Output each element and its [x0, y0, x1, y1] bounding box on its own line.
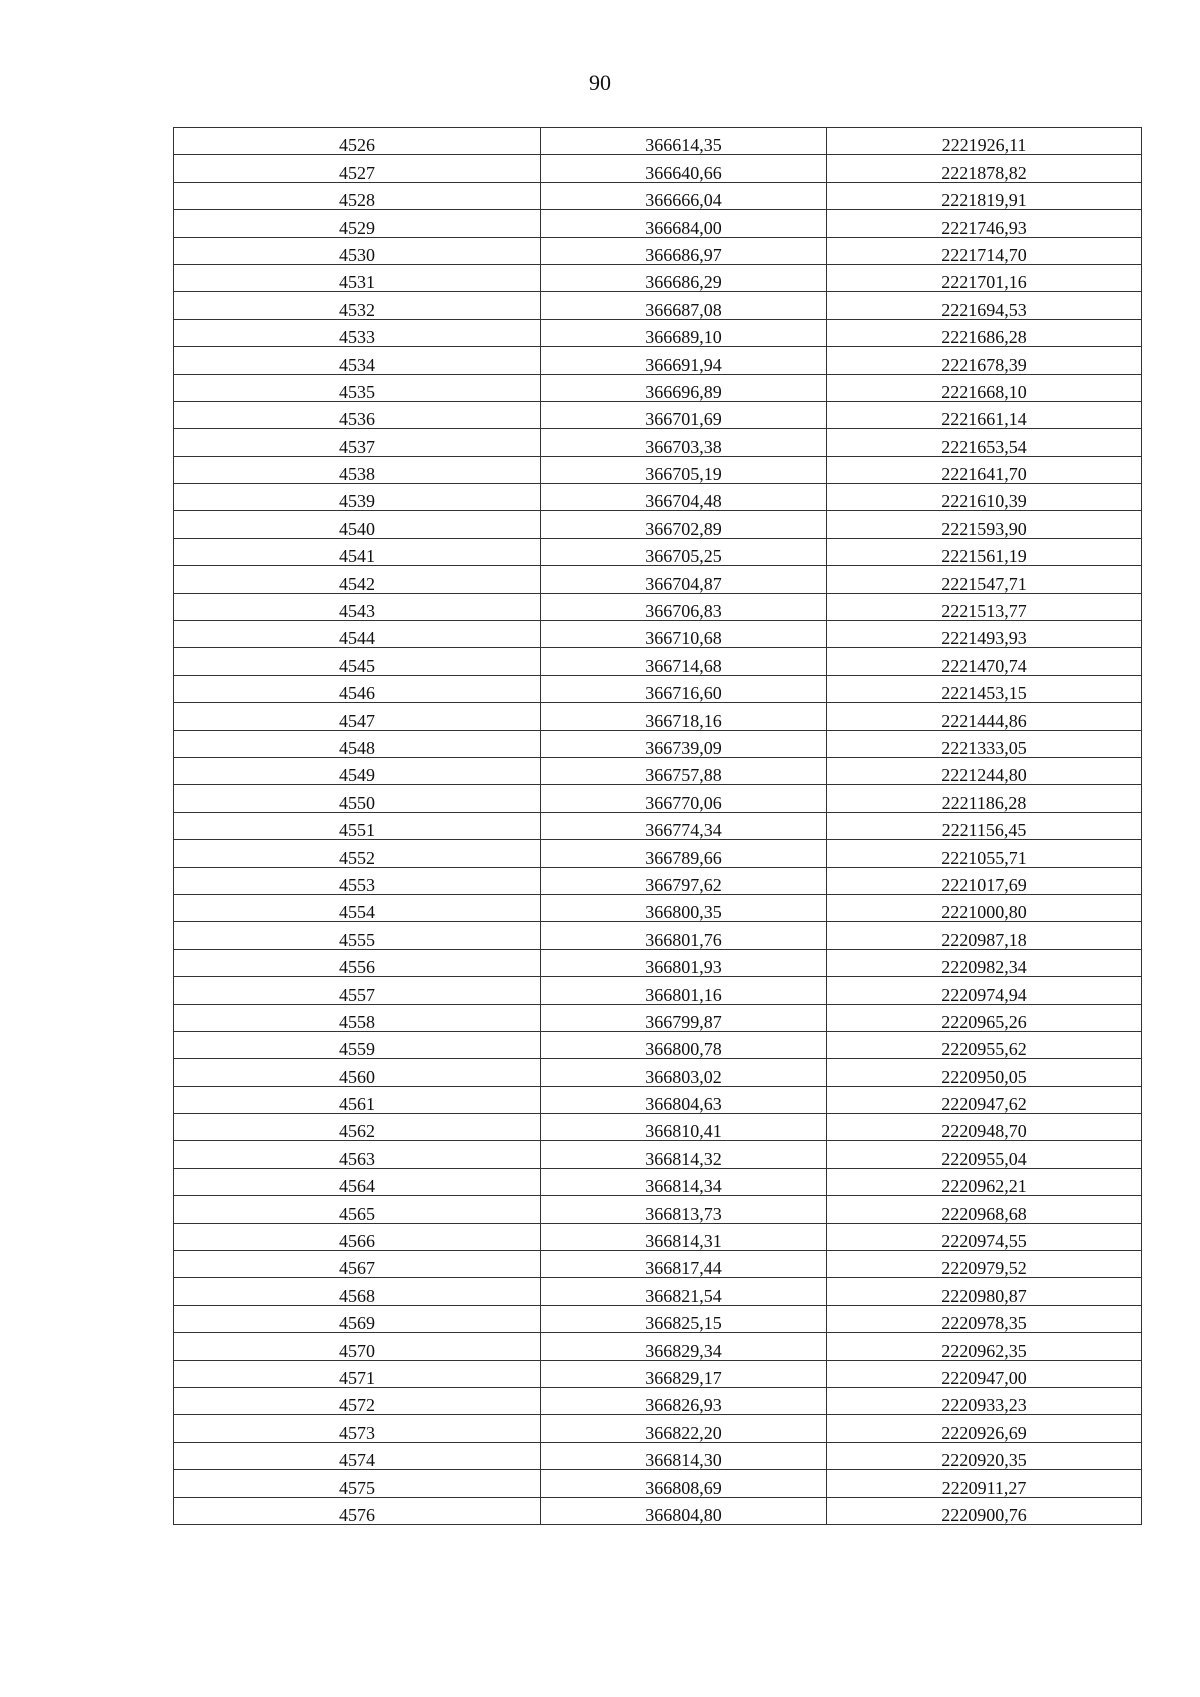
- point-number-cell: 4546: [174, 675, 541, 702]
- y-coordinate-cell: 2221661,14: [827, 401, 1142, 428]
- table-row: [174, 1223, 1142, 1250]
- y-coordinate-cell: 2221547,71: [827, 566, 1142, 593]
- x-coordinate-cell: 366705,19: [541, 456, 827, 483]
- point-number-cell: 4545: [174, 648, 541, 675]
- x-coordinate-cell: 366666,04: [541, 182, 827, 209]
- x-coordinate-cell: 366710,68: [541, 621, 827, 648]
- table-row: [174, 812, 1142, 839]
- y-coordinate-cell: 2220987,18: [827, 922, 1142, 949]
- y-coordinate-cell: 2221819,91: [827, 182, 1142, 209]
- point-number-cell: 4566: [174, 1223, 541, 1250]
- table-row: [174, 1333, 1142, 1360]
- table-row: [174, 1442, 1142, 1469]
- y-coordinate-cell: 2220900,76: [827, 1497, 1142, 1524]
- y-coordinate-cell: 2220948,70: [827, 1114, 1142, 1141]
- table-row: [174, 730, 1142, 757]
- y-coordinate-cell: 2220950,05: [827, 1059, 1142, 1086]
- point-number-cell: 4536: [174, 401, 541, 428]
- x-coordinate-cell: 366804,63: [541, 1086, 827, 1113]
- table-row: [174, 1305, 1142, 1332]
- y-coordinate-cell: 2221653,54: [827, 429, 1142, 456]
- point-number-cell: 4538: [174, 456, 541, 483]
- table-row: [174, 1360, 1142, 1387]
- table-row: [174, 593, 1142, 620]
- y-coordinate-cell: 2221701,16: [827, 264, 1142, 291]
- y-coordinate-cell: 2220968,68: [827, 1196, 1142, 1223]
- table-row: [174, 1086, 1142, 1113]
- x-coordinate-cell: 366814,30: [541, 1442, 827, 1469]
- table-row: [174, 703, 1142, 730]
- y-coordinate-cell: 2221694,53: [827, 292, 1142, 319]
- table-row: [174, 977, 1142, 1004]
- point-number-cell: 4526: [174, 128, 541, 155]
- point-number-cell: 4561: [174, 1086, 541, 1113]
- table-row: [174, 1387, 1142, 1414]
- y-coordinate-cell: 2221668,10: [827, 374, 1142, 401]
- y-coordinate-cell: 2221926,11: [827, 128, 1142, 155]
- table-row: [174, 182, 1142, 209]
- y-coordinate-cell: 2220947,00: [827, 1360, 1142, 1387]
- x-coordinate-cell: 366689,10: [541, 319, 827, 346]
- table-row: [174, 1497, 1142, 1524]
- x-coordinate-cell: 366801,76: [541, 922, 827, 949]
- point-number-cell: 4562: [174, 1114, 541, 1141]
- table-row: [174, 1196, 1142, 1223]
- x-coordinate-cell: 366825,15: [541, 1305, 827, 1332]
- table-row: [174, 292, 1142, 319]
- y-coordinate-cell: 2220955,62: [827, 1031, 1142, 1058]
- x-coordinate-cell: 366684,00: [541, 210, 827, 237]
- point-number-cell: 4540: [174, 511, 541, 538]
- point-number-cell: 4529: [174, 210, 541, 237]
- y-coordinate-cell: 2221186,28: [827, 785, 1142, 812]
- x-coordinate-cell: 366821,54: [541, 1278, 827, 1305]
- table-row: [174, 319, 1142, 346]
- point-number-cell: 4555: [174, 922, 541, 949]
- x-coordinate-cell: 366804,80: [541, 1497, 827, 1524]
- x-coordinate-cell: 366799,87: [541, 1004, 827, 1031]
- x-coordinate-cell: 366774,34: [541, 812, 827, 839]
- x-coordinate-cell: 366704,87: [541, 566, 827, 593]
- y-coordinate-cell: 2221000,80: [827, 894, 1142, 921]
- point-number-cell: 4544: [174, 621, 541, 648]
- y-coordinate-cell: 2221333,05: [827, 730, 1142, 757]
- page-number: 90: [589, 70, 611, 95]
- point-number-cell: 4551: [174, 812, 541, 839]
- y-coordinate-cell: 2221444,86: [827, 703, 1142, 730]
- x-coordinate-cell: 366801,16: [541, 977, 827, 1004]
- y-coordinate-cell: 2220962,35: [827, 1333, 1142, 1360]
- point-number-cell: 4535: [174, 374, 541, 401]
- x-coordinate-cell: 366797,62: [541, 867, 827, 894]
- y-coordinate-cell: 2221878,82: [827, 155, 1142, 182]
- y-coordinate-cell: 2221610,39: [827, 484, 1142, 511]
- y-coordinate-cell: 2221156,45: [827, 812, 1142, 839]
- point-number-cell: 4547: [174, 703, 541, 730]
- table-row: [174, 675, 1142, 702]
- y-coordinate-cell: 2221055,71: [827, 840, 1142, 867]
- x-coordinate-cell: 366706,83: [541, 593, 827, 620]
- table-row: [174, 1251, 1142, 1278]
- table-row: [174, 840, 1142, 867]
- x-coordinate-cell: 366800,78: [541, 1031, 827, 1058]
- point-number-cell: 4539: [174, 484, 541, 511]
- point-number-cell: 4560: [174, 1059, 541, 1086]
- point-number-cell: 4559: [174, 1031, 541, 1058]
- table-row: [174, 538, 1142, 565]
- y-coordinate-cell: 2221746,93: [827, 210, 1142, 237]
- point-number-cell: 4531: [174, 264, 541, 291]
- x-coordinate-cell: 366705,25: [541, 538, 827, 565]
- table-row: [174, 1278, 1142, 1305]
- table-row: [174, 1470, 1142, 1497]
- y-coordinate-cell: 2221470,74: [827, 648, 1142, 675]
- y-coordinate-cell: 2221493,93: [827, 621, 1142, 648]
- table-row: [174, 894, 1142, 921]
- y-coordinate-cell: 2220955,04: [827, 1141, 1142, 1168]
- y-coordinate-cell: 2221513,77: [827, 593, 1142, 620]
- x-coordinate-cell: 366739,09: [541, 730, 827, 757]
- point-number-cell: 4528: [174, 182, 541, 209]
- y-coordinate-cell: 2221714,70: [827, 237, 1142, 264]
- x-coordinate-cell: 366640,66: [541, 155, 827, 182]
- table-row: [174, 1168, 1142, 1195]
- x-coordinate-cell: 366686,97: [541, 237, 827, 264]
- x-coordinate-cell: 366814,32: [541, 1141, 827, 1168]
- table-row: [174, 511, 1142, 538]
- x-coordinate-cell: 366826,93: [541, 1387, 827, 1414]
- point-number-cell: 4553: [174, 867, 541, 894]
- coordinates-table: [173, 127, 1142, 1525]
- y-coordinate-cell: 2220962,21: [827, 1168, 1142, 1195]
- x-coordinate-cell: 366714,68: [541, 648, 827, 675]
- y-coordinate-cell: 2221641,70: [827, 456, 1142, 483]
- x-coordinate-cell: 366808,69: [541, 1470, 827, 1497]
- table-row: [174, 867, 1142, 894]
- point-number-cell: 4565: [174, 1196, 541, 1223]
- table-row: [174, 429, 1142, 456]
- point-number-cell: 4570: [174, 1333, 541, 1360]
- table-row: [174, 785, 1142, 812]
- x-coordinate-cell: 366803,02: [541, 1059, 827, 1086]
- point-number-cell: 4563: [174, 1141, 541, 1168]
- y-coordinate-cell: 2220978,35: [827, 1305, 1142, 1332]
- x-coordinate-cell: 366813,73: [541, 1196, 827, 1223]
- point-number-cell: 4527: [174, 155, 541, 182]
- x-coordinate-cell: 366829,17: [541, 1360, 827, 1387]
- x-coordinate-cell: 366702,89: [541, 511, 827, 538]
- point-number-cell: 4569: [174, 1305, 541, 1332]
- point-number-cell: 4541: [174, 538, 541, 565]
- point-number-cell: 4542: [174, 566, 541, 593]
- point-number-cell: 4537: [174, 429, 541, 456]
- point-number-cell: 4530: [174, 237, 541, 264]
- point-number-cell: 4532: [174, 292, 541, 319]
- point-number-cell: 4552: [174, 840, 541, 867]
- table-row: [174, 922, 1142, 949]
- x-coordinate-cell: 366817,44: [541, 1251, 827, 1278]
- x-coordinate-cell: 366614,35: [541, 128, 827, 155]
- point-number-cell: 4572: [174, 1387, 541, 1414]
- table-row: [174, 1114, 1142, 1141]
- table-row: [174, 456, 1142, 483]
- y-coordinate-cell: 2221453,15: [827, 675, 1142, 702]
- table-row: [174, 648, 1142, 675]
- table-row: [174, 210, 1142, 237]
- point-number-cell: 4533: [174, 319, 541, 346]
- x-coordinate-cell: 366701,69: [541, 401, 827, 428]
- x-coordinate-cell: 366691,94: [541, 347, 827, 374]
- table-row: [174, 401, 1142, 428]
- y-coordinate-cell: 2220980,87: [827, 1278, 1142, 1305]
- y-coordinate-cell: 2221244,80: [827, 757, 1142, 784]
- y-coordinate-cell: 2220974,55: [827, 1223, 1142, 1250]
- y-coordinate-cell: 2221593,90: [827, 511, 1142, 538]
- x-coordinate-cell: 366696,89: [541, 374, 827, 401]
- point-number-cell: 4576: [174, 1497, 541, 1524]
- table-row: [174, 1415, 1142, 1442]
- y-coordinate-cell: 2220920,35: [827, 1442, 1142, 1469]
- x-coordinate-cell: 366686,29: [541, 264, 827, 291]
- table-row: [174, 128, 1142, 155]
- x-coordinate-cell: 366801,93: [541, 949, 827, 976]
- table-row: [174, 347, 1142, 374]
- point-number-cell: 4554: [174, 894, 541, 921]
- x-coordinate-cell: 366814,34: [541, 1168, 827, 1195]
- point-number-cell: 4574: [174, 1442, 541, 1469]
- point-number-cell: 4564: [174, 1168, 541, 1195]
- y-coordinate-cell: 2221686,28: [827, 319, 1142, 346]
- table-row: [174, 1059, 1142, 1086]
- y-coordinate-cell: 2220982,34: [827, 949, 1142, 976]
- y-coordinate-cell: 2220947,62: [827, 1086, 1142, 1113]
- x-coordinate-cell: 366704,48: [541, 484, 827, 511]
- point-number-cell: 4550: [174, 785, 541, 812]
- table-row: [174, 264, 1142, 291]
- x-coordinate-cell: 366810,41: [541, 1114, 827, 1141]
- table-row: [174, 621, 1142, 648]
- point-number-cell: 4568: [174, 1278, 541, 1305]
- table-row: [174, 374, 1142, 401]
- point-number-cell: 4575: [174, 1470, 541, 1497]
- table-row: [174, 237, 1142, 264]
- point-number-cell: 4573: [174, 1415, 541, 1442]
- y-coordinate-cell: 2220974,94: [827, 977, 1142, 1004]
- x-coordinate-cell: 366703,38: [541, 429, 827, 456]
- point-number-cell: 4557: [174, 977, 541, 1004]
- y-coordinate-cell: 2220965,26: [827, 1004, 1142, 1031]
- point-number-cell: 4571: [174, 1360, 541, 1387]
- point-number-cell: 4558: [174, 1004, 541, 1031]
- point-number-cell: 4556: [174, 949, 541, 976]
- y-coordinate-cell: 2221678,39: [827, 347, 1142, 374]
- y-coordinate-cell: 2221561,19: [827, 538, 1142, 565]
- table-row: [174, 1031, 1142, 1058]
- y-coordinate-cell: 2220979,52: [827, 1251, 1142, 1278]
- y-coordinate-cell: 2220933,23: [827, 1387, 1142, 1414]
- x-coordinate-cell: 366716,60: [541, 675, 827, 702]
- table-row: [174, 484, 1142, 511]
- y-coordinate-cell: 2221017,69: [827, 867, 1142, 894]
- x-coordinate-cell: 366829,34: [541, 1333, 827, 1360]
- point-number-cell: 4543: [174, 593, 541, 620]
- x-coordinate-cell: 366800,35: [541, 894, 827, 921]
- x-coordinate-cell: 366757,88: [541, 757, 827, 784]
- x-coordinate-cell: 366822,20: [541, 1415, 827, 1442]
- point-number-cell: 4567: [174, 1251, 541, 1278]
- point-number-cell: 4548: [174, 730, 541, 757]
- point-number-cell: 4549: [174, 757, 541, 784]
- x-coordinate-cell: 366814,31: [541, 1223, 827, 1250]
- table-row: [174, 757, 1142, 784]
- x-coordinate-cell: 366770,06: [541, 785, 827, 812]
- table-row: [174, 566, 1142, 593]
- table-row: [174, 155, 1142, 182]
- table-row: [174, 949, 1142, 976]
- x-coordinate-cell: 366789,66: [541, 840, 827, 867]
- table-row: [174, 1004, 1142, 1031]
- coordinates-table-body: [174, 128, 1142, 1525]
- x-coordinate-cell: 366687,08: [541, 292, 827, 319]
- x-coordinate-cell: 366718,16: [541, 703, 827, 730]
- y-coordinate-cell: 2220926,69: [827, 1415, 1142, 1442]
- table-row: [174, 1141, 1142, 1168]
- y-coordinate-cell: 2220911,27: [827, 1470, 1142, 1497]
- point-number-cell: 4534: [174, 347, 541, 374]
